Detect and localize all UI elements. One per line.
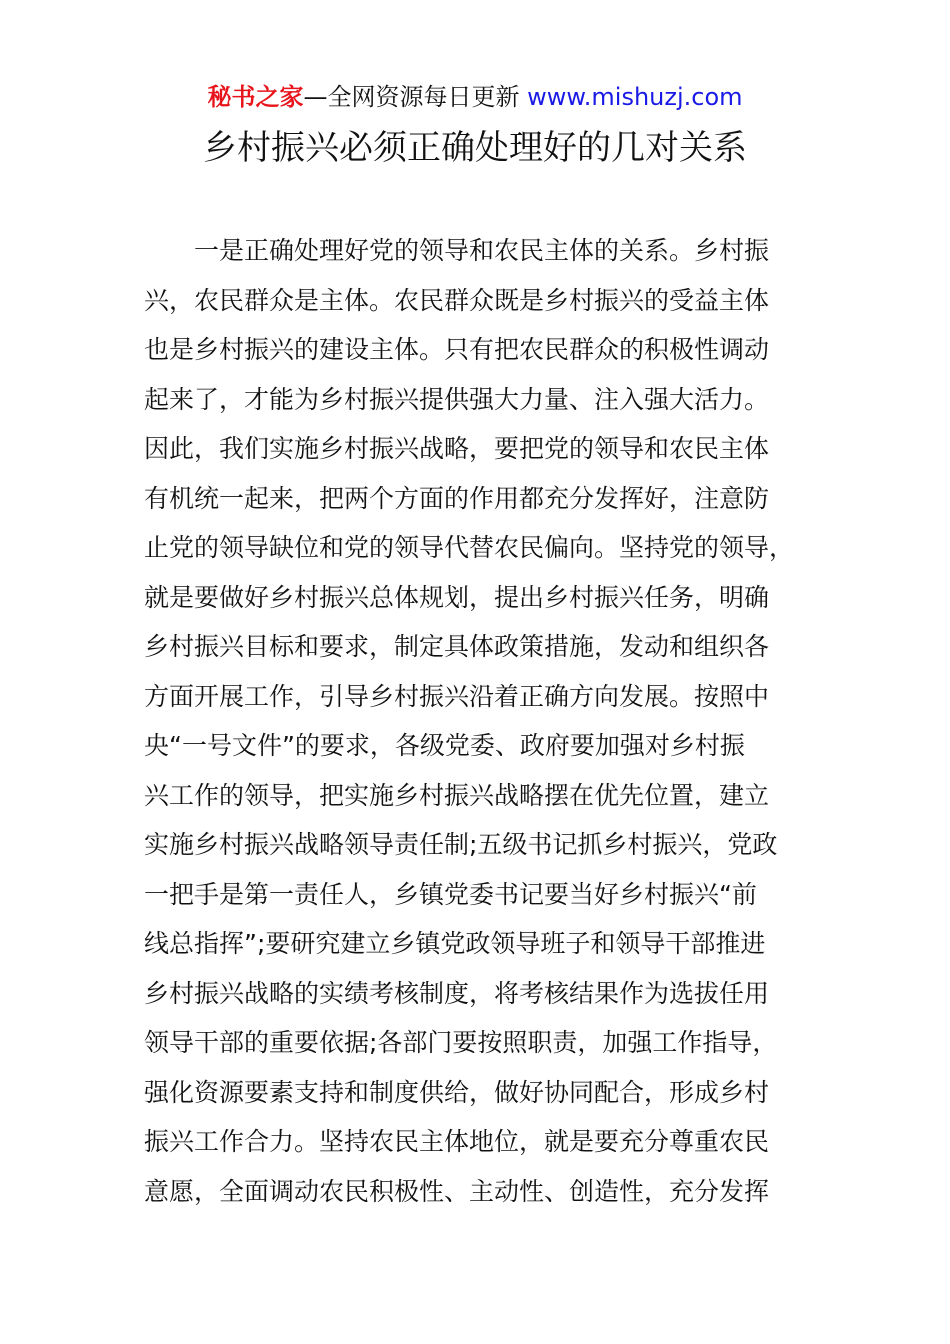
- body-line: 一是正确处理好党的领导和农民主体的关系。乡村振: [144, 236, 770, 265]
- body-line: 实施乡村振兴战略领导责任制;五级书记抓乡村振兴，党政: [144, 830, 778, 859]
- document-title: 乡村振兴必须正确处理好的几对关系: [203, 128, 747, 168]
- body-line: 就是要做好乡村振兴总体规划，提出乡村振兴任务，明确: [144, 582, 770, 612]
- body-line: 强化资源要素支持和制度供给，做好协同配合，形成乡村: [144, 1077, 770, 1107]
- site-url-link[interactable]: www.mishuzj.com: [527, 83, 743, 111]
- body-line: 也是乡村振兴的建设主体。只有把农民群众的积极性调动: [144, 335, 770, 364]
- body-line: 有机统一起来，把两个方面的作用都充分发挥好，注意防: [144, 483, 770, 513]
- body-line: 意愿，全面调动农民积极性、主动性、创造性，充分发挥: [144, 1176, 770, 1206]
- body-line: 线总指挥”;要研究建立乡镇党政领导班子和领导干部推进: [144, 929, 766, 958]
- body-line: 振兴工作合力。坚持农民主体地位，就是要充分尊重农民: [144, 1127, 770, 1156]
- body-line: 兴，农民群众是主体。农民群众既是乡村振兴的受益主体: [144, 285, 770, 315]
- site-header: [0, 80, 950, 114]
- site-brand: 秘书之家: [207, 83, 304, 111]
- body-line: 领导干部的重要依据;各部门要按照职责，加强工作指导，: [144, 1028, 778, 1057]
- site-slogan: —全网资源每日更新: [303, 83, 520, 111]
- body-line: 兴工作的领导，把实施乡村振兴战略摆在优先位置，建立: [144, 780, 770, 810]
- document-body: [144, 226, 834, 1216]
- body-line: 止党的领导缺位和党的领导代替农民偏向。坚持党的领导，: [144, 533, 795, 562]
- body-line: 方面开展工作，引导乡村振兴沿着正确方向发展。按照中: [144, 681, 770, 711]
- body-line: 央“一号文件”的要求，各级党委、政府要加强对乡村振: [144, 731, 745, 760]
- body-line: 乡村振兴战略的实绩考核制度，将考核结果作为选拔任用: [144, 978, 770, 1008]
- body-line: 因此，我们实施乡村振兴战略，要把党的领导和农民主体: [144, 434, 770, 463]
- body-line: 乡村振兴目标和要求，制定具体政策措施，发动和组织各: [144, 632, 770, 661]
- body-line: 一把手是第一责任人，乡镇党委书记要当好乡村振兴“前: [144, 879, 757, 909]
- body-line: 起来了，才能为乡村振兴提供强大力量、注入强大活力。: [144, 384, 770, 414]
